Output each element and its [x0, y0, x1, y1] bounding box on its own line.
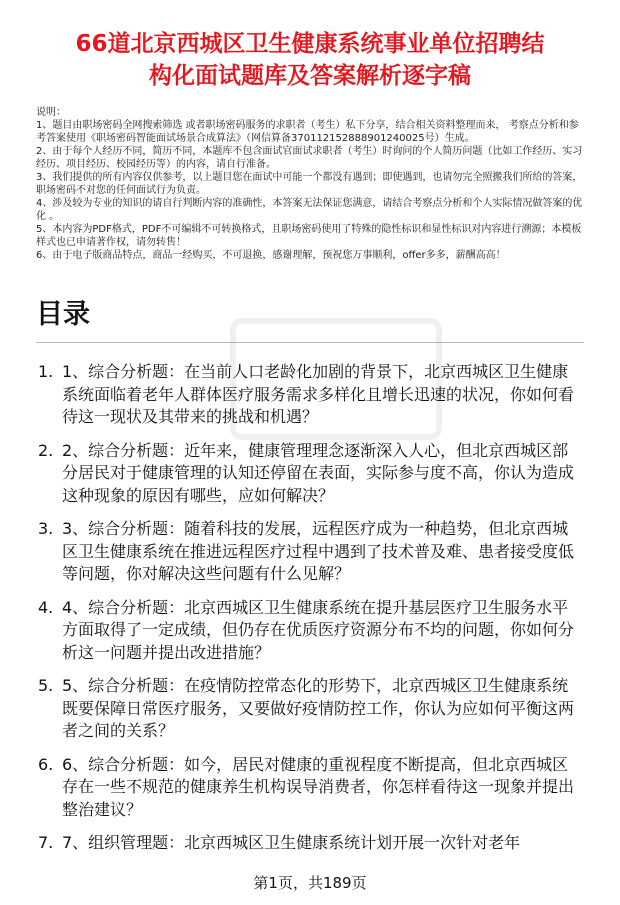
- title-line-2: 构化面试题库及答案解析逐字稿: [149, 63, 471, 89]
- note-item: 5、本内容为PDF格式，PDF不可编辑不可转换格式，且职场密码使用了特殊的隐性标识和显性标识对内容进行溯源；本模板样式也已申请著作权，请勿转售！: [36, 224, 582, 248]
- toc-item[interactable]: [38, 754, 580, 822]
- toc-item-number: 5.: [38, 676, 54, 695]
- note-item: 4、涉及较为专业的知识的请自行判断内容的准确性，本答案无法保证您满意，请结合考察点分析和个人实际情况做答案的优化 。: [36, 198, 583, 222]
- toc-item-text[interactable]: 1、综合分析题：在当前人口老龄化加剧的背景下，北京西城区卫生健康系统面临着老年人群体医疗服务需求多样化且增长迅速的状况，你如何看待这一现状及其带来的挑战和机遇？: [62, 362, 575, 426]
- toc-item[interactable]: [38, 597, 580, 665]
- toc-item-number: 7.: [38, 833, 54, 852]
- note-item: 2、由于每个人经历不同，简历不同，本题库不包含面试官面试求职者（考生）时询问的个人简历问题（比如工作经历、实习经历、项目经历、校园经历等）的内容，请自行准备。: [36, 146, 583, 170]
- notes-heading: 说明：: [36, 107, 66, 118]
- toc-item-number: 4.: [38, 597, 54, 617]
- note-item: 3、我们提供的所有内容仅供参考，以上题目您在面试中可能一个都没有遇到；即使遇到，也请勿完全照搬我们所给的答案，职场密码不对您的任何面试行为负责。: [36, 172, 583, 196]
- title-line-1: 66道北京西城区卫生健康系统事业单位招聘结: [75, 31, 545, 57]
- toc-item-text[interactable]: 5、综合分析题：在疫情防控常态化的形势下，北京西城区卫生健康系统既要保障日常医疗服务，又要做好疫情防控工作，你认为应如何平衡这两者之间的关系？: [62, 676, 575, 740]
- toc-item[interactable]: [38, 440, 580, 508]
- toc-item-text[interactable]: 3、综合分析题：随着科技的发展，远程医疗成为一种趋势，但北京西城区卫生健康系统在推进远程医疗过程中遇到了技术普及难、患者接受度低等问题，你对解决这些问题有什么见解？: [62, 519, 575, 583]
- notes-section: [36, 106, 584, 262]
- toc-item-text[interactable]: 7、组织管理题：北京西城区卫生健康系统计划开展一次针对老年: [62, 833, 521, 852]
- note-item: 1、题目由职场密码全网搜索筛选 或者职场密码服务的求职者（考生）私下分享，结合相关资料整理而来， 考察点分析和参考答案使用《职场密码智能面试场景合成算法》（网信算备370112152888901240025号）生成。: [36, 120, 579, 144]
- toc-item[interactable]: [38, 832, 580, 855]
- toc-item-number: 3.: [38, 519, 54, 538]
- toc-item-number: 6.: [38, 754, 54, 774]
- document-title: [24, 28, 596, 92]
- toc-item[interactable]: [38, 518, 580, 586]
- toc-item-text[interactable]: 2、综合分析题：近年来，健康管理理念逐渐深入人心，但北京西城区部分居民对于健康管理的认知还停留在表面，实际参与度不高，你认为造成这种现象的原因有哪些，应如何解决？: [62, 440, 575, 505]
- toc-item-number: 1.: [38, 362, 54, 381]
- page-footer: 第1页，共189页: [253, 874, 367, 892]
- note-item: 6、由于电子版商品特点，商品一经购买，不可退换，感谢理解，预祝您万事顺利，offer多多，薪酬高高！: [36, 250, 506, 261]
- watermark-logo: [230, 318, 442, 440]
- toc-item[interactable]: [38, 675, 580, 743]
- toc-item-text[interactable]: 6、综合分析题：如今，居民对健康的重视程度不断提高，但北京西城区存在一些不规范的健康养生机构误导消费者，你怎样看待这一现象并提出整治建议？: [62, 754, 575, 819]
- toc-item-number: 2.: [38, 440, 54, 460]
- toc-item-text[interactable]: 4、综合分析题：北京西城区卫生健康系统在提升基层医疗卫生服务水平方面取得了一定成绩，但仍存在优质医疗资源分布不均的问题，你如何分析这一问题并提出改进措施？: [62, 597, 575, 662]
- toc-heading: 目录: [36, 299, 90, 330]
